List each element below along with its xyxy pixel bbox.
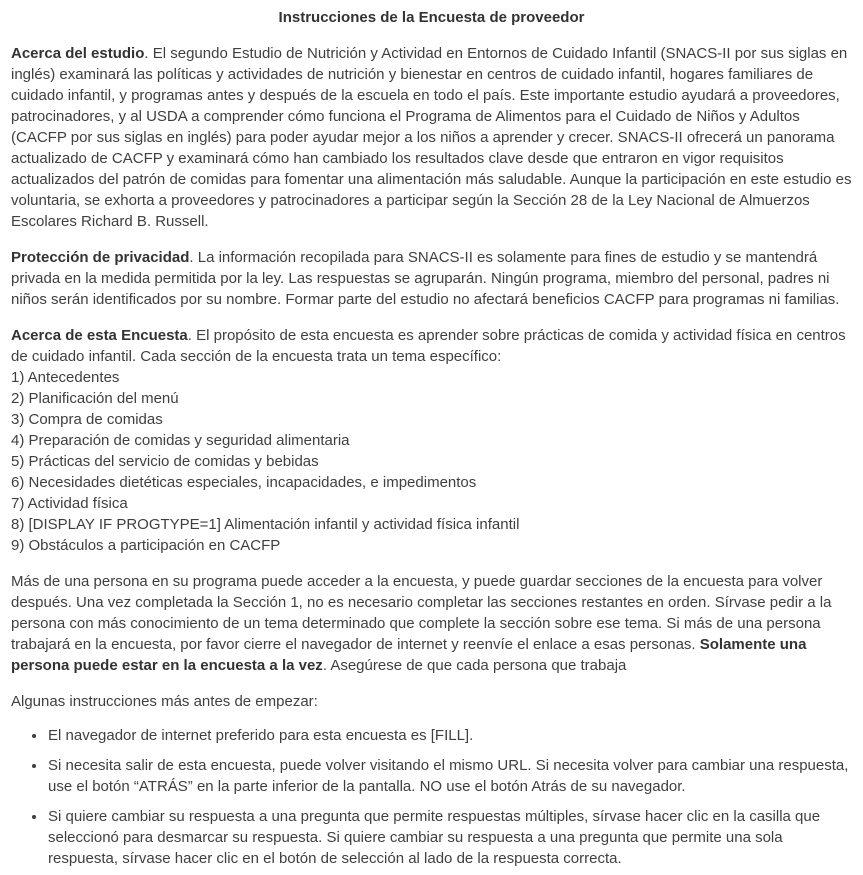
bullet-text-exit-return: Si necesita salir de esta encuesta, puede volver visitando el mismo URL. Si necesita volver para cambiar una respuesta, use el botón “ATRÁS” en la parte inferior de la pantalla. NO use el botón Atrás de su navegador. xyxy=(48,757,849,795)
access-text-before: Más de una persona en su programa puede acceder a la encuesta, y puede guardar secciones de la encuesta para volver después. Una vez completada la Sección 1, no es necesario completar las secciones restantes en orden. Sírvase pedir a la persona con más conocimiento de un tema determinado que complete la sección sobre ese tema. Si más de una persona trabajará en la encuesta, por favor cierre el navegador de internet y reenvíe el enlace a esas personas. xyxy=(11,573,832,653)
more-instructions-intro: Algunas instrucciones más antes de empezar: xyxy=(11,693,318,710)
instructions-bullet-list xyxy=(11,725,852,869)
survey-section-list xyxy=(11,367,852,556)
bullet-item-browser xyxy=(47,725,852,746)
survey-section-item-6: 6) Necesidades dietéticas especiales, incapacidades, e impedimentos xyxy=(11,474,477,491)
access-text-after: . Asegúrese de que cada persona que trabaja xyxy=(322,657,627,674)
about-survey-paragraph xyxy=(11,325,852,556)
bullet-text-browser: El navegador de internet preferido para esta encuesta es [FILL]. xyxy=(48,727,474,744)
survey-section-item-1: 1) Antecedentes xyxy=(11,369,120,386)
survey-section-item-8: 8) [DISPLAY IF PROGTYPE=1] Alimentación infantil y actividad física infantil xyxy=(11,516,520,533)
survey-section-item-3: 3) Compra de comidas xyxy=(11,411,163,428)
page-title: Instrucciones de la Encuesta de proveedor xyxy=(278,9,585,26)
privacy-text: . La información recopilada para SNACS-II es solamente para fines de estudio y se mantendrá privada en la medida permitida por la ley. Las respuestas se agruparán. Ningún programa, miembro del personal, padres ni niños serán identificados por su nombre. Formar parte del estudio no afectará beneficios CACFP para programas ni familias. xyxy=(11,249,840,308)
access-paragraph xyxy=(11,571,852,676)
access-bold-text: Solamente una persona puede estar en la encuesta a la vez xyxy=(11,636,807,674)
privacy-paragraph xyxy=(11,247,852,310)
survey-section-item-9: 9) Obstáculos a participación en CACFP xyxy=(11,537,281,554)
about-study-paragraph xyxy=(11,43,852,232)
survey-section-item-2: 2) Planificación del menú xyxy=(11,390,179,407)
survey-section-item-5: 5) Prácticas del servicio de comidas y bebidas xyxy=(11,453,319,470)
bullet-item-exit-return xyxy=(47,755,852,797)
survey-section-item-4: 4) Preparación de comidas y seguridad alimentaria xyxy=(11,432,350,449)
about-survey-text: . El propósito de esta encuesta es aprender sobre prácticas de comida y actividad física en centros de cuidado infantil. Cada sección de la encuesta trata un tema específico: xyxy=(11,327,846,365)
about-survey-intro xyxy=(11,325,852,367)
bullet-item-change-answer xyxy=(47,806,852,869)
bullet-text-change-answer: Si quiere cambiar su respuesta a una pregunta que permite respuestas múltiples, sírvase hacer clic en la casilla que seleccionó para desmarcar su respuesta. Si quiere cambiar su respuesta a una pregunta que permite una sola respuesta, sírvase hacer clic en el botón de selección al lado de la respuesta correcta. xyxy=(48,808,821,867)
privacy-heading: Protección de privacidad xyxy=(11,249,190,266)
about-study-text: . El segundo Estudio de Nutrición y Actividad en Entornos de Cuidado Infantil (SNACS-II por sus siglas en inglés) examinará las políticas y actividades de nutrición y bienestar en centros de cuidado infantil, hogares familiares de cuidado infantil, y programas antes y después de la escuela en todo el país. Este importante estudio ayudará a proveedores, patrocinadores, y al USDA a comprender cómo funciona el Programa de Alimentos para el Cuidado de Niños y Adultos (CACFP por sus siglas en inglés) para poder ayudar mejor a los niños a aprender y crecer. SNACS-II ofrecerá un panorama actualizado de CACFP y examinará cómo han cambiado los resultados clave desde que entraron en vigor requisitos actualizados del patrón de comidas para fomentar una alimentación más saludable. Aunque la participación en este estudio es voluntaria, se exhorta a proveedores y patrocinadores a participar según la Sección 28 de la Ley Nacional de Almuerzos Escolares Richard B. Russell. xyxy=(11,45,852,230)
survey-section-item-7: 7) Actividad física xyxy=(11,495,128,512)
about-study-heading: Acerca del estudio xyxy=(11,45,145,62)
about-survey-heading: Acerca de esta Encuesta xyxy=(11,327,188,344)
